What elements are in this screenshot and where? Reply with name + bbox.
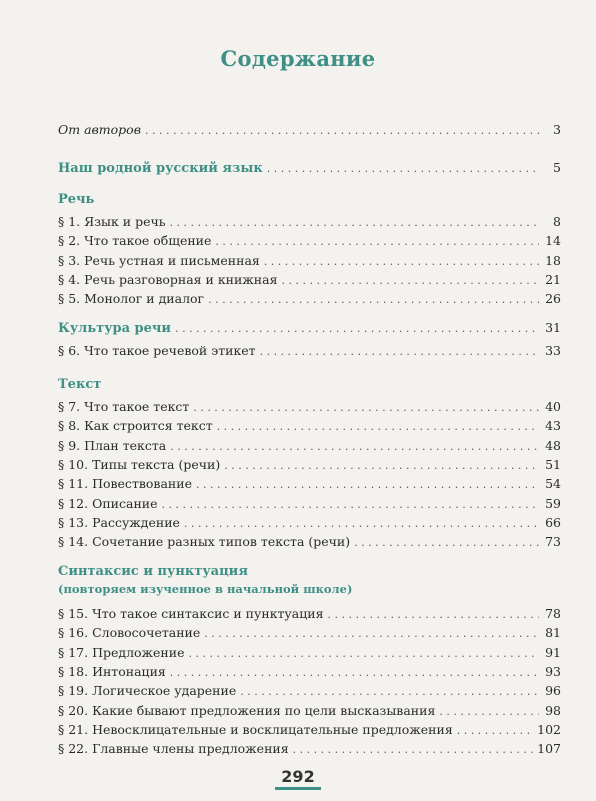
section-heading-syntax: Синтаксис и пунктуация	[58, 564, 248, 579]
toc-entry[interactable]	[58, 343, 561, 360]
toc-entry[interactable]	[58, 253, 561, 270]
toc-entry-page: 26	[545, 291, 561, 307]
toc-entry-page: 78	[545, 606, 561, 621]
toc-leader-dots	[170, 439, 539, 455]
toc-entry-page: 51	[545, 456, 561, 472]
section-heading-rech: Речь	[58, 192, 95, 207]
toc-leader-dots	[145, 123, 539, 139]
toc-entry-label: § 4. Речь разговорная и книжная	[58, 271, 278, 287]
toc-entry-label: § 18. Интонация	[58, 663, 166, 679]
toc-entry-page: 40	[545, 399, 561, 414]
page-number-label: 292	[275, 767, 320, 790]
toc-entry-page: 31	[545, 320, 561, 335]
toc-entry[interactable]	[58, 457, 561, 474]
toc-entry[interactable]	[58, 606, 561, 623]
toc-entry[interactable]	[58, 320, 561, 337]
toc-entry-label: § 15. Что такое синтаксис и пунктуация	[58, 606, 324, 621]
toc-entry-label: Наш родной русский язык	[58, 161, 263, 176]
toc-entry[interactable]	[58, 160, 561, 177]
toc-entry-label: § 2. Что такое общение	[58, 233, 212, 249]
toc-leader-dots	[204, 626, 539, 642]
toc-entry[interactable]	[58, 722, 561, 739]
toc-entry[interactable]	[58, 645, 561, 662]
toc-leader-dots	[184, 516, 539, 532]
toc-entry-label: § 11. Повествование	[58, 476, 192, 492]
toc-entry[interactable]	[58, 534, 561, 551]
toc-entry-page: 66	[545, 514, 561, 530]
toc-leader-dots	[162, 497, 540, 513]
toc-entry[interactable]	[58, 664, 561, 681]
toc-entry-page: 18	[545, 252, 561, 268]
toc-entry-label: § 19. Логическое ударение	[58, 683, 237, 699]
toc-entry-label: § 5. Монолог и диалог	[58, 291, 205, 307]
toc-leader-dots	[196, 477, 539, 493]
section-heading-text: Текст	[58, 377, 102, 392]
toc-leader-dots	[189, 646, 540, 662]
toc-entry[interactable]	[58, 291, 561, 308]
toc-entry-label: § 3. Речь устная и письменная	[58, 252, 260, 268]
toc-entry-label: § 10. Типы текста (речи)	[58, 456, 221, 472]
toc-entry-label: § 8. Как строится текст	[58, 418, 213, 434]
toc-entry-page: 59	[545, 495, 561, 511]
toc-entry-label: § 9. План текста	[58, 437, 167, 453]
toc-leader-dots	[217, 419, 539, 435]
toc-entry-label: § 7. Что такое текст	[58, 399, 190, 414]
toc-entry[interactable]	[58, 122, 561, 139]
page-title: Содержание	[220, 46, 376, 71]
toc-entry-page: 91	[545, 644, 561, 660]
toc-leader-dots	[293, 742, 534, 758]
toc-entry[interactable]	[58, 625, 561, 642]
toc-leader-dots	[457, 723, 533, 739]
toc-leader-dots	[354, 535, 539, 551]
toc-leader-dots	[240, 684, 539, 700]
toc-entry-page: 33	[545, 343, 561, 358]
toc-entry-label: § 21. Невосклицательные и восклицательные предложения	[58, 721, 453, 737]
toc-entry[interactable]	[58, 683, 561, 700]
toc-entry[interactable]	[58, 214, 561, 231]
toc-leader-dots	[267, 161, 539, 177]
toc-entry-page: 43	[545, 418, 561, 434]
toc-leader-dots	[439, 704, 539, 720]
toc-entry-page: 3	[553, 122, 561, 137]
toc-entry-page: 96	[545, 683, 561, 699]
toc-entry-page: 102	[537, 721, 561, 737]
toc-entry-label: § 14. Сочетание разных типов текста (речи)	[58, 534, 351, 550]
toc-leader-dots	[224, 458, 539, 474]
toc-entry-label: § 6. Что такое речевой этикет	[58, 343, 256, 358]
toc-entry-label: § 1. Язык и речь	[58, 214, 166, 229]
toc-entry-page: 98	[545, 702, 561, 718]
toc-leader-dots	[193, 400, 539, 416]
toc-entry-label: § 12. Описание	[58, 495, 158, 511]
toc-entry[interactable]	[58, 703, 561, 720]
toc-leader-dots	[281, 273, 539, 289]
toc-entry[interactable]	[58, 476, 561, 493]
toc-entry[interactable]	[58, 418, 561, 435]
toc-entry-label: Культура речи	[58, 321, 172, 336]
toc-leader-dots	[175, 321, 539, 337]
toc-entry[interactable]	[58, 741, 561, 758]
page-number	[0, 767, 596, 790]
toc-entry-page: 5	[553, 160, 561, 175]
toc-entry[interactable]	[58, 438, 561, 455]
toc-entry-label: § 13. Рассуждение	[58, 514, 180, 530]
toc-leader-dots	[328, 607, 540, 623]
toc-entry-label: § 20. Какие бывают предложения по цели высказывания	[58, 702, 436, 718]
toc-entry-page: 81	[545, 625, 561, 641]
toc-entry[interactable]	[58, 272, 561, 289]
toc-entry[interactable]	[58, 399, 561, 416]
toc-entry-page: 21	[545, 271, 561, 287]
toc-leader-dots	[170, 215, 539, 231]
toc-leader-dots	[170, 665, 539, 681]
toc-leader-dots	[264, 254, 539, 270]
toc-entry-page: 48	[545, 437, 561, 453]
toc-leader-dots	[208, 292, 539, 308]
toc-entry-label: § 17. Предложение	[58, 644, 185, 660]
toc-entry[interactable]	[58, 496, 561, 513]
toc-entry-label: § 16. Словосочетание	[58, 625, 201, 641]
toc-leader-dots	[215, 234, 539, 250]
toc-entry[interactable]	[58, 515, 561, 532]
toc-entry-label: От авторов	[58, 122, 141, 137]
toc-entry-page: 8	[553, 214, 561, 229]
toc-entry-page: 107	[537, 741, 561, 757]
toc-entry-label: § 22. Главные члены предложения	[58, 741, 289, 757]
toc-leader-dots	[260, 344, 539, 360]
toc-entry-page: 14	[545, 233, 561, 249]
toc-entry-page: 73	[545, 534, 561, 550]
toc-entry-page: 93	[545, 663, 561, 679]
toc-entry-page: 54	[545, 476, 561, 492]
toc-entry[interactable]	[58, 233, 561, 250]
section-subheading-syntax: (повторяем изученное в начальной школе)	[58, 582, 353, 596]
